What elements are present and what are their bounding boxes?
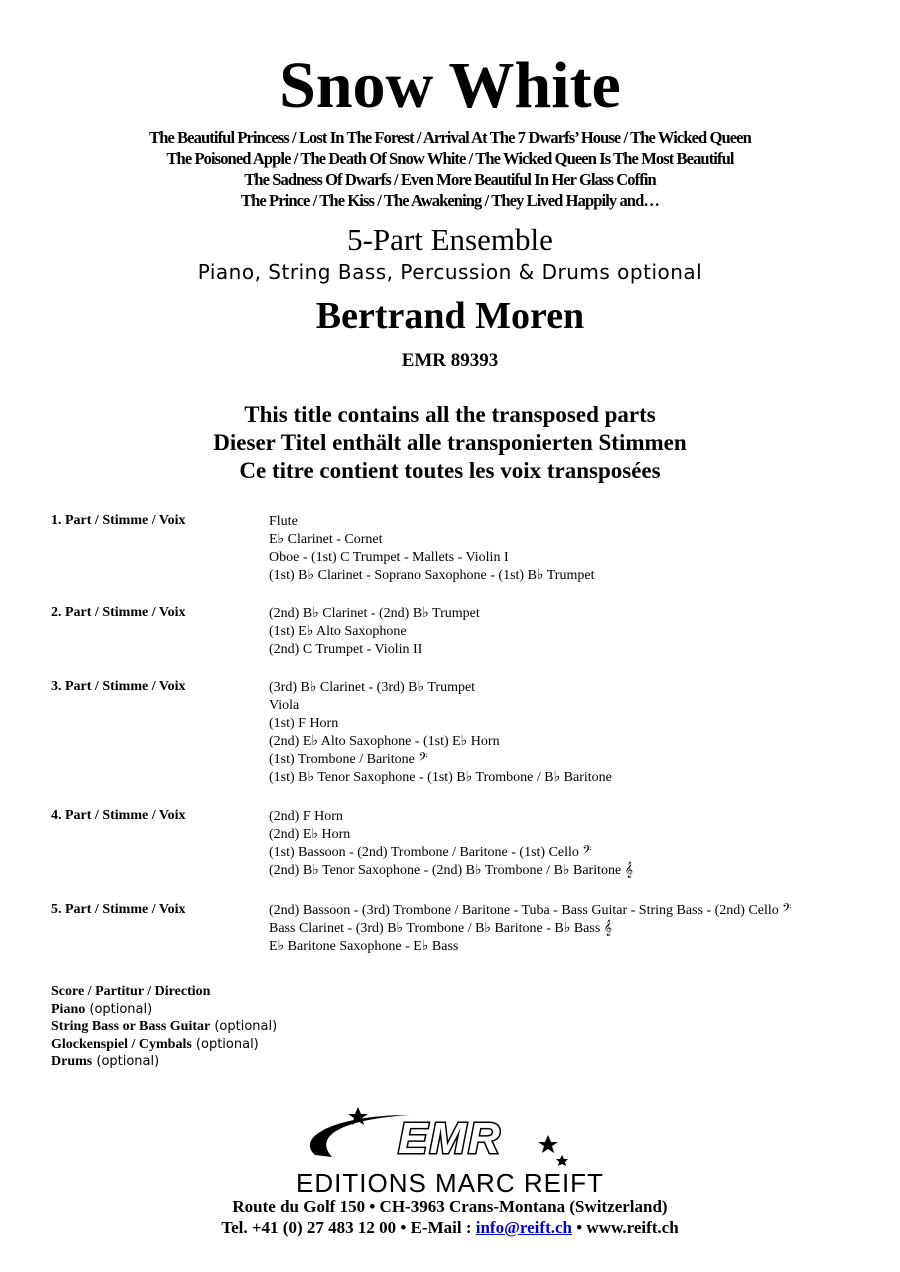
transposed-notice-fr: Ce titre contient toutes les voix transposées	[239, 458, 661, 483]
score-item	[51, 1018, 277, 1036]
optional-instruments: Piano, String Bass, Percussion & Drums optional	[197, 260, 703, 284]
contact-suffix: • www.reift.ch	[571, 1218, 679, 1237]
part-instrument-line: (1st) Trombone / Baritone 𝄢	[269, 752, 428, 767]
part-instrument-line: (3rd) B♭ Clarinet - (3rd) B♭ Trumpet	[269, 680, 476, 695]
part-instrument-line: (2nd) C Trumpet - Violin II	[269, 642, 423, 657]
movement-line: The Poisoned Apple / The Death Of Snow White / The Wicked Queen Is The Most Beautiful	[166, 149, 734, 168]
publisher-contact	[0, 1218, 900, 1238]
score-item-name: Drums	[51, 1054, 93, 1069]
score-item-name: String Bass or Bass Guitar	[51, 1019, 211, 1034]
part-instrument-line: (2nd) F Horn	[269, 809, 343, 824]
contact-prefix: Tel. +41 (0) 27 483 12 00 • E-Mail :	[221, 1218, 476, 1237]
transposed-notice	[0, 401, 900, 485]
movement-line: The Prince / The Kiss / The Awakening / They Lived Happily and…	[241, 191, 659, 210]
score-item-name: Piano	[51, 1001, 86, 1017]
emr-logo	[240, 1105, 660, 1171]
part-instrument-line: Bass Clarinet - (3rd) B♭ Trombone / B♭ Baritone - B♭ Bass 𝄞	[269, 921, 613, 936]
part-label: 3. Part / Stimme / Voix	[51, 679, 186, 694]
score-item	[51, 1001, 277, 1019]
publisher-name: EDITIONS MARC REIFT	[296, 1168, 604, 1198]
publisher-address: Route du Golf 150 • CH-3963 Crans-Montana (Switzerland)	[232, 1197, 668, 1216]
part-instrument-line: E♭ Baritone Saxophone - E♭ Bass	[269, 939, 459, 954]
part-instrument-line: (1st) E♭ Alto Saxophone	[269, 624, 407, 639]
part-instrument-line: Viola	[269, 698, 300, 713]
part-instrument-list	[269, 679, 612, 787]
part-instrument-line: E♭ Clarinet - Cornet	[269, 532, 383, 547]
part-instrument-list	[269, 513, 594, 585]
movement-list	[0, 127, 900, 211]
logo-text: EMR	[398, 1114, 502, 1163]
part-instrument-line: (1st) Bassoon - (2nd) Trombone / Baritone - (1st) Cello 𝄢	[269, 845, 592, 860]
part-label: 4. Part / Stimme / Voix	[51, 808, 186, 823]
part-label: 5. Part / Stimme / Voix	[51, 902, 186, 917]
score-item	[51, 1053, 277, 1071]
part-instrument-line: (2nd) Bassoon - (3rd) Trombone / Baritone - Tuba - Bass Guitar - String Bass - (2nd) Cello 𝄢	[269, 903, 792, 918]
part-instrument-list	[269, 808, 633, 880]
transposed-notice-de: Dieser Titel enthält alle transponierten Stimmen	[213, 430, 687, 455]
score-item-note: (optional)	[210, 1019, 278, 1034]
part-instrument-list	[269, 605, 480, 659]
part-instrument-line: Oboe - (1st) C Trumpet - Mallets - Violin I	[269, 550, 509, 565]
part-instrument-line: (2nd) E♭ Alto Saxophone - (1st) E♭ Horn	[269, 734, 500, 749]
part-instrument-line: (2nd) B♭ Tenor Saxophone - (2nd) B♭ Trombone / B♭ Baritone 𝄞	[269, 863, 633, 878]
part-label: 1. Part / Stimme / Voix	[51, 513, 186, 528]
movement-line: The Beautiful Princess / Lost In The Forest / Arrival At The 7 Dwarfs’ House / The Wicked Queen	[149, 128, 751, 147]
transposed-notice-en: This title contains all the transposed parts	[244, 402, 656, 427]
part-instrument-line: (2nd) B♭ Clarinet - (2nd) B♭ Trumpet	[269, 606, 480, 621]
movement-line: The Sadness Of Dwarfs / Even More Beautiful In Her Glass Coffin	[244, 170, 656, 189]
score-item-note: (optional)	[191, 1036, 259, 1052]
score-item	[51, 1036, 277, 1054]
ensemble-type: 5-Part Ensemble	[347, 222, 553, 257]
score-item-name: Glockenspiel / Cymbals	[51, 1036, 192, 1052]
part-instrument-line: (2nd) E♭ Horn	[269, 827, 351, 842]
score-item-note: (optional)	[92, 1054, 160, 1069]
catalog-number: EMR 89393	[401, 350, 499, 371]
logo-star-icon	[538, 1135, 558, 1153]
score-list	[51, 983, 277, 1071]
score-item-note: (optional)	[85, 1001, 153, 1017]
part-instrument-line: (1st) F Horn	[269, 716, 339, 731]
part-instrument-line: (1st) B♭ Tenor Saxophone - (1st) B♭ Trombone / B♭ Baritone	[269, 770, 612, 785]
part-instrument-line: Flute	[269, 514, 298, 529]
email-link[interactable]: info@reift.ch	[475, 1218, 572, 1237]
page-title: Snow White	[279, 49, 621, 122]
score-heading: Score / Partitur / Direction	[51, 984, 211, 999]
part-instrument-list	[269, 902, 791, 956]
part-instrument-line: (1st) B♭ Clarinet - Soprano Saxophone - (1st) B♭ Trumpet	[269, 568, 595, 583]
logo-star-icon	[556, 1155, 568, 1166]
composer-name: Bertrand Moren	[315, 295, 585, 337]
part-label: 2. Part / Stimme / Voix	[51, 605, 186, 620]
